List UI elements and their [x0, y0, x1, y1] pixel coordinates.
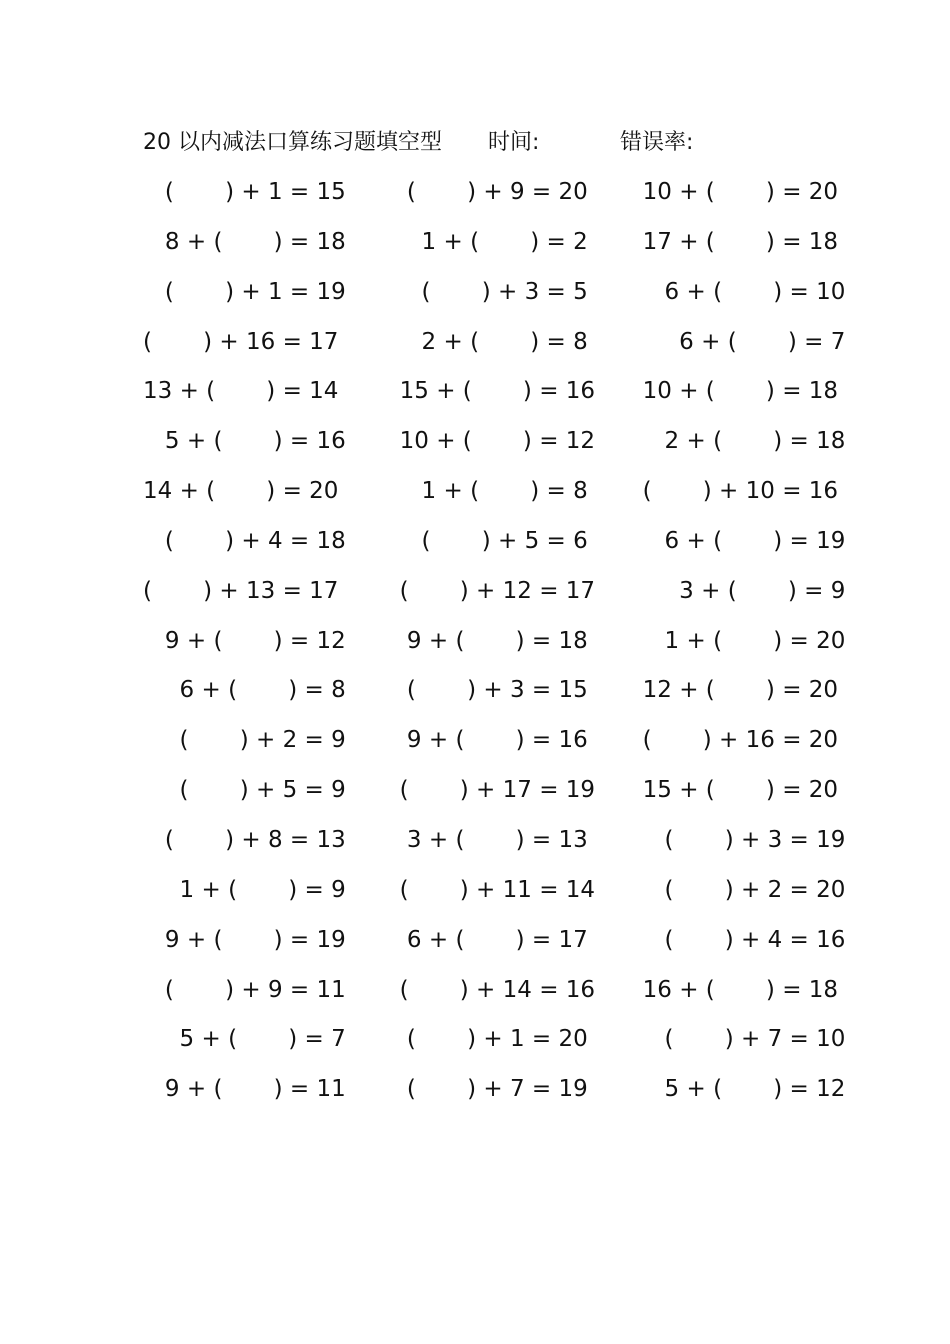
problem-item: 15 + ( ) = 20	[628, 777, 839, 804]
problem-item: 9 + ( ) = 11	[143, 1076, 346, 1103]
problem-item: ( ) + 16 = 17	[143, 328, 339, 355]
problem-row	[0, 621, 950, 671]
problem-item: 10 + ( ) = 18	[628, 378, 839, 405]
problem-item: ( ) + 12 = 17	[385, 577, 596, 604]
problem-item: ( ) + 10 = 16	[628, 478, 839, 505]
problem-row	[0, 770, 950, 820]
problem-row	[0, 571, 950, 621]
problem-item: 9 + ( ) = 16	[385, 727, 588, 754]
worksheet-title: 20 以内减法口算练习题填空型	[143, 130, 442, 155]
problem-item: ( ) + 5 = 9	[143, 777, 346, 804]
time-label: 时间:	[488, 130, 540, 155]
problem-item: 1 + ( ) = 9	[143, 876, 346, 903]
problem-item: 1 + ( ) = 2	[385, 228, 588, 255]
problem-row	[0, 670, 950, 720]
problem-item: 6 + ( ) = 8	[143, 677, 346, 704]
problem-row	[0, 272, 950, 322]
problem-item: ( ) + 16 = 20	[628, 727, 839, 754]
problem-row	[0, 1019, 950, 1069]
problem-item: ( ) + 4 = 18	[143, 527, 346, 554]
problem-row	[0, 820, 950, 870]
problem-row	[0, 322, 950, 372]
problem-item: 13 + ( ) = 14	[143, 378, 339, 405]
problem-row	[0, 222, 950, 272]
problem-item: 6 + ( ) = 17	[385, 926, 588, 953]
problem-item: ( ) + 3 = 15	[385, 677, 588, 704]
problem-item: 3 + ( ) = 9	[628, 577, 846, 604]
problem-item: 9 + ( ) = 19	[143, 926, 346, 953]
problem-item: 14 + ( ) = 20	[143, 478, 339, 505]
problem-item: 5 + ( ) = 12	[628, 1076, 846, 1103]
problem-item: 6 + ( ) = 10	[628, 278, 846, 305]
problem-row	[0, 870, 950, 920]
problem-item: ( ) + 11 = 14	[385, 876, 596, 903]
problem-item: 9 + ( ) = 12	[143, 627, 346, 654]
problem-item: 2 + ( ) = 18	[628, 428, 846, 455]
problem-item: 12 + ( ) = 20	[628, 677, 839, 704]
problem-item: 16 + ( ) = 18	[628, 976, 839, 1003]
problem-row	[0, 720, 950, 770]
problem-item: ( ) + 3 = 19	[628, 826, 846, 853]
problem-item: ( ) + 7 = 10	[628, 1026, 846, 1053]
problem-row	[0, 421, 950, 471]
problem-item: 1 + ( ) = 8	[385, 478, 588, 505]
problem-row	[0, 371, 950, 421]
problem-item: ( ) + 5 = 6	[385, 527, 588, 554]
problem-item: 2 + ( ) = 8	[385, 328, 588, 355]
problem-item: 15 + ( ) = 16	[385, 378, 596, 405]
problem-item: ( ) + 14 = 16	[385, 976, 596, 1003]
problem-item: 3 + ( ) = 13	[385, 826, 588, 853]
problem-item: ( ) + 8 = 13	[143, 826, 346, 853]
problem-item: ( ) + 17 = 19	[385, 777, 596, 804]
problem-row	[0, 1069, 950, 1119]
problem-item: ( ) + 2 = 9	[143, 727, 346, 754]
problem-row	[0, 920, 950, 970]
problem-row	[0, 471, 950, 521]
problem-item: ( ) + 2 = 20	[628, 876, 846, 903]
problem-item: 5 + ( ) = 16	[143, 428, 346, 455]
problem-item: ( ) + 9 = 20	[385, 179, 588, 205]
problem-row	[0, 970, 950, 1020]
problem-item: 8 + ( ) = 18	[143, 228, 346, 255]
problem-item: 5 + ( ) = 7	[143, 1026, 346, 1053]
problem-item: ( ) + 7 = 19	[385, 1076, 588, 1103]
problem-row	[0, 521, 950, 571]
problem-item: ( ) + 3 = 5	[385, 278, 588, 305]
problem-item: 17 + ( ) = 18	[628, 228, 839, 255]
problem-grid	[0, 172, 950, 1119]
problem-item: 1 + ( ) = 20	[628, 627, 846, 654]
error-rate-label: 错误率:	[620, 130, 694, 155]
problem-item: 6 + ( ) = 19	[628, 527, 846, 554]
problem-row	[0, 172, 950, 222]
problem-item: ( ) + 1 = 19	[143, 278, 346, 305]
problem-item: 10 + ( ) = 12	[385, 428, 596, 455]
problem-item: 6 + ( ) = 7	[628, 328, 846, 355]
problem-item: ( ) + 1 = 15	[143, 179, 346, 205]
problem-item: 10 + ( ) = 20	[628, 179, 839, 205]
worksheet-header	[143, 125, 783, 161]
problem-item: ( ) + 1 = 20	[385, 1026, 588, 1053]
problem-item: ( ) + 13 = 17	[143, 577, 339, 604]
problem-item: 9 + ( ) = 18	[385, 627, 588, 654]
problem-item: ( ) + 9 = 11	[143, 976, 346, 1003]
problem-item: ( ) + 4 = 16	[628, 926, 846, 953]
